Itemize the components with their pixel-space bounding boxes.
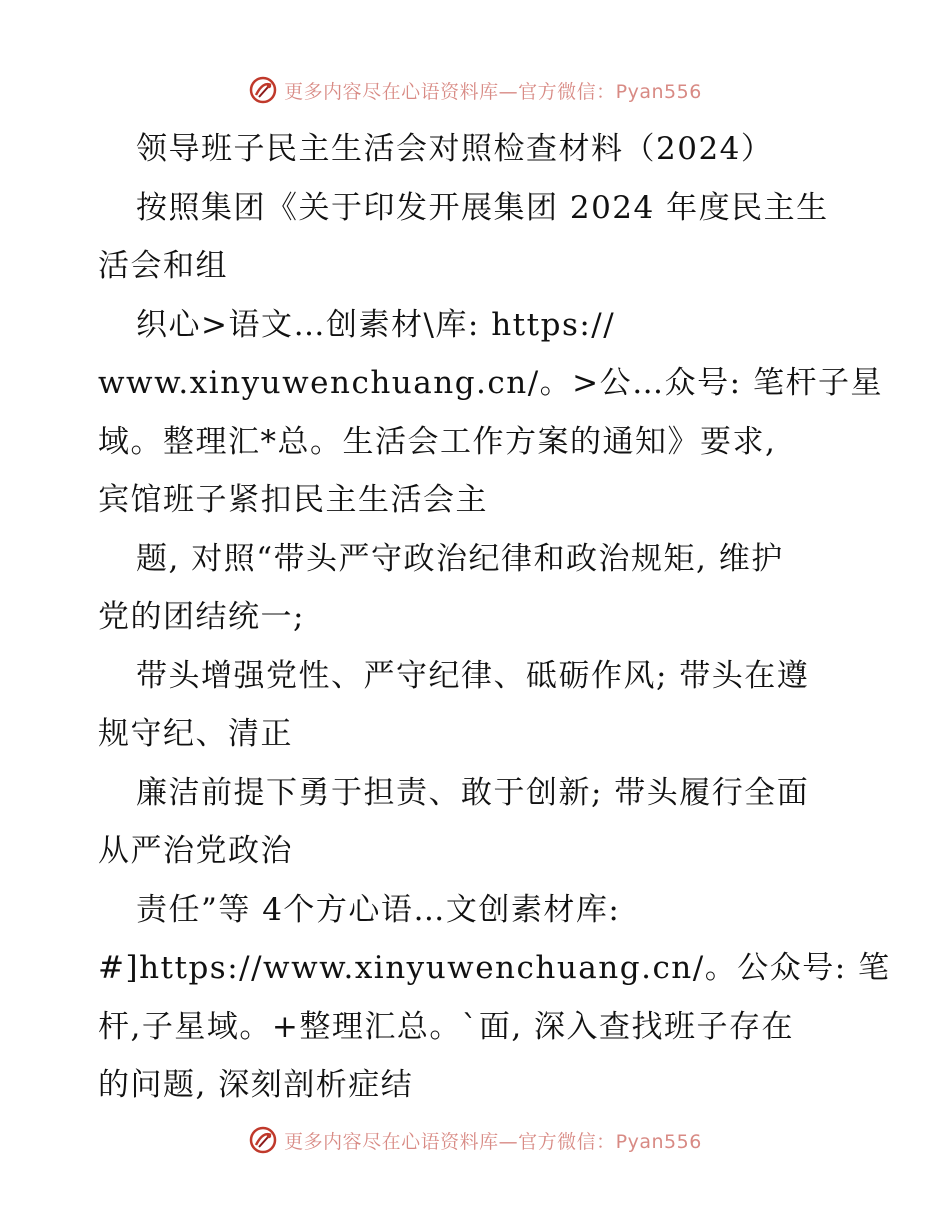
document-line: www.xinyuwenchuang.cn/。>公…众号: 笔杆子星	[98, 365, 883, 401]
header-watermark	[0, 70, 950, 110]
document-line: 域。整理汇*总。生活会工作方案的通知》要求,	[98, 423, 777, 460]
document-line: 廉洁前提下勇于担责、敢于创新; 带头履行全面	[136, 774, 810, 811]
document-line: 规守纪、清正	[98, 716, 293, 752]
seal-logo-icon	[248, 75, 278, 105]
document-line: 杆,子星域。+整理汇总。`面, 深入查找班子存在	[98, 1008, 795, 1045]
document-line: 带头增强党性、严守纪律、砥砺作风; 带头在遵	[136, 657, 810, 694]
document-line: 党的团结统一;	[98, 599, 305, 635]
document-line: 题, 对照“带头严守政治纪律和政治规矩, 维护	[136, 540, 784, 577]
seal-logo-icon	[248, 1125, 278, 1155]
document-body	[98, 120, 891, 1115]
document-line: 责任”等 4个方心语…文创素材库:	[136, 891, 621, 928]
document-line: 按照集团《关于印发开展集团 2024 年度民主生	[136, 189, 829, 226]
watermark-text: 更多内容尽在心语资料库—官方微信：Pyan556	[284, 80, 702, 103]
document-line: 活会和组	[98, 248, 228, 284]
document-line: 宾馆班子紧扣民主生活会主	[98, 482, 488, 518]
document-line: #]https://www.xinyuwenchuang.cn/。公众号: 笔	[98, 950, 891, 986]
watermark-text: 更多内容尽在心语资料库—官方微信：Pyan556	[284, 1130, 702, 1153]
footer-watermark	[0, 1120, 950, 1160]
document-line: 织心>语文…创素材\库: https://	[136, 306, 616, 343]
document-line: 的问题, 深刻剖析症结	[98, 1067, 414, 1103]
document-line: 领导班子民主生活会对照检查材料（2024）	[136, 131, 774, 167]
document-line: 从严治党政治	[98, 833, 293, 869]
